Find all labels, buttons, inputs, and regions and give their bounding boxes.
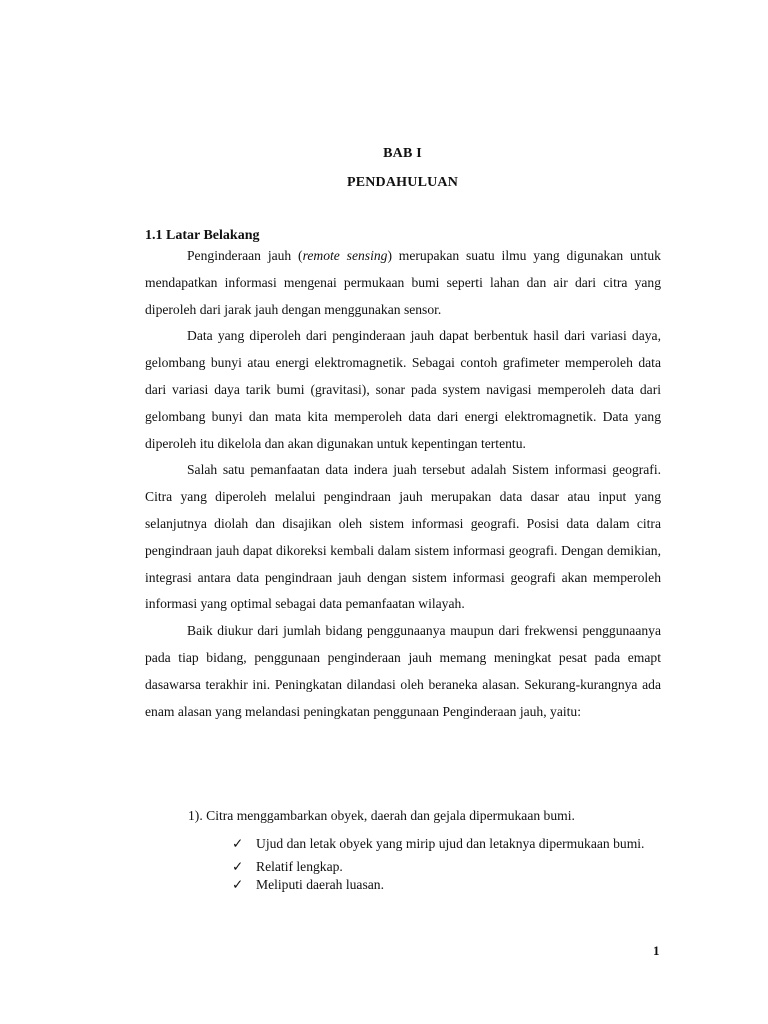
paragraph-1-start: Penginderaan jauh ( — [187, 248, 303, 263]
page-number: 1 — [653, 943, 660, 958]
paragraph-3: Salah satu pemanfaatan data indera juah tersebut adalah Sistem informasi geografi. Citra yang diperoleh melalui pengindraan jauh merupakan data dasar atau input yang selanjutnya diolah dan disajikan oleh sistem informasi geografi. Posisi data dalam citra pengindraan jauh dapat dikoreksi kembali dalam sistem informasi geografi. Dengan demikian, integrasi antara data pengindraan jauh dengan sistem informasi geografi akan memperoleh informasi yang optimal sebagai data pemanfaatan wilayah. — [145, 462, 661, 612]
paragraph-2: Data yang diperoleh dari penginderaan jauh dapat berbentuk hasil dari variasi daya, gelombang bunyi atau energi elektromagnetik. Sebagai contoh grafimeter memperoleh data dari variasi daya tarik bumi (gravitasi), sonar pada system navigasi memperoleh data dari gelombang bunyi dan mata kita memperoleh data dari energi elektromagnetik. Data yang diperoleh itu dikelola dan akan digunakan untuk kepentingan tertentu. — [145, 328, 661, 451]
checklist-item-text: Meliputi daerah luasan. — [256, 877, 384, 892]
check-mark-icon: ✓ — [232, 836, 244, 851]
chapter-title: PENDAHULUAN — [346, 175, 459, 190]
check-mark-icon: ✓ — [232, 859, 244, 874]
checklist-item — [232, 858, 661, 876]
checklist-item — [232, 829, 661, 858]
paragraph-1 — [145, 243, 661, 323]
checklist — [232, 829, 661, 894]
section-title: 1.1 Latar Belakang — [145, 228, 260, 243]
checklist-item — [232, 876, 661, 894]
numbered-item-1: 1). Citra menggambarkan obyek, daerah dan gejala dipermukaan bumi. — [188, 808, 575, 823]
check-mark-icon: ✓ — [232, 877, 244, 892]
chapter-number: BAB I — [383, 146, 422, 161]
checklist-item-text: Relatif lengkap. — [256, 859, 343, 874]
paragraph-1-rest: ) merupakan suatu ilmu yang digunakan untuk mendapatkan informasi mengenai permukaan bumi seperti lahan dan air dari citra yang diperoleh dari jarak jauh dengan menggunakan sensor. — [145, 248, 661, 317]
body-text — [145, 243, 661, 725]
paragraph-4: Baik diukur dari jumlah bidang penggunaanya maupun dari frekwensi penggunaanya pada tiap bidang, penggunaan penginderaan jauh memang meningkat pesat pada emapt dasawarsa terakhir ini. Peningkatan dilandasi oleh beraneka alasan. Sekurang-kurangnya ada enam alasan yang melandasi peningkatan penggunaan Penginderaan jauh, yaitu: — [145, 623, 661, 719]
paragraph-1-italic-term: remote sensing — [302, 248, 388, 263]
checklist-item-text: Ujud dan letak obyek yang mirip ujud dan letaknya dipermukaan bumi. — [256, 836, 645, 851]
